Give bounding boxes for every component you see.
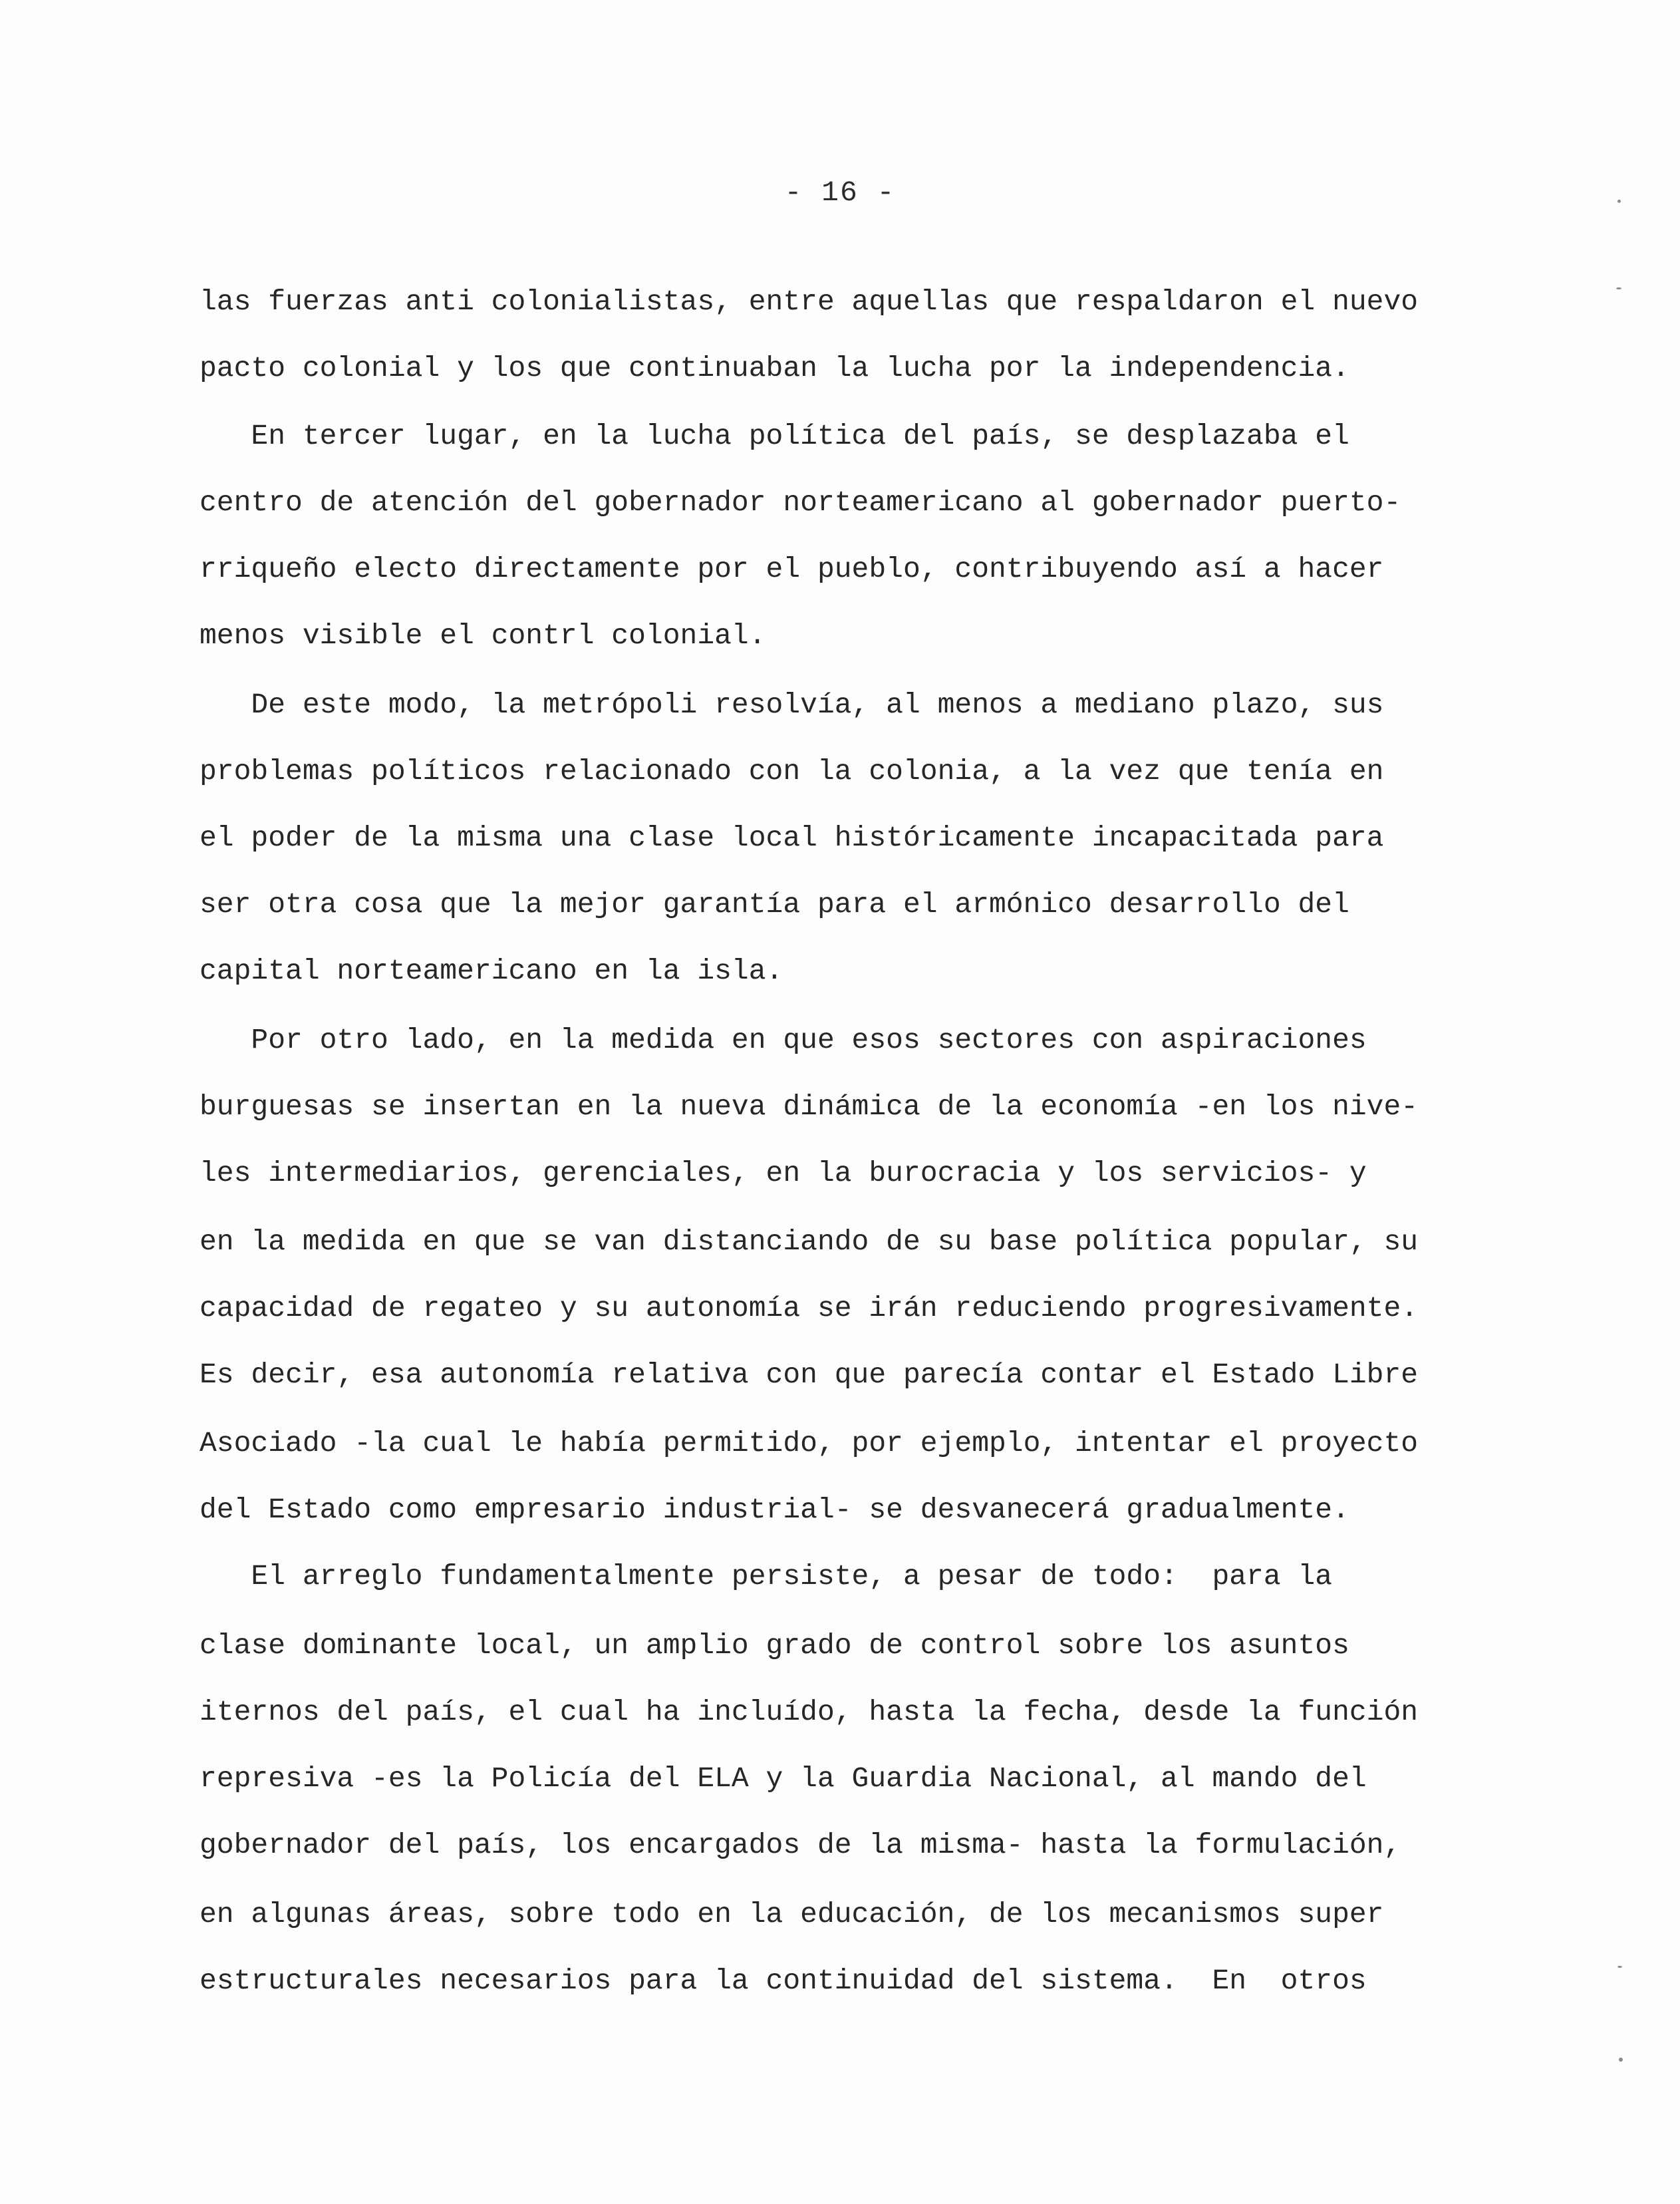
text-line: en la medida en que se van distanciando de su base política popular, su xyxy=(200,1225,1419,1258)
text-line: del Estado como empresario industrial- se desvanecerá gradualmente. xyxy=(200,1494,1349,1526)
text-line: Es decir, esa autonomía relativa con que parecía contar el Estado Libre xyxy=(200,1358,1419,1391)
text-line: Asociado -la cual le había permitido, por ejemplo, intentar el proyecto xyxy=(200,1427,1419,1460)
text-line: De este modo, la metrópoli resolvía, al menos a mediano plazo, sus xyxy=(200,689,1384,721)
page-number: - 16 - xyxy=(784,176,896,209)
text-line: capacidad de regateo y su autonomía se irán reduciendo progresivamente. xyxy=(200,1292,1419,1325)
text-line: clase dominante local, un amplio grado de control sobre los asuntos xyxy=(200,1629,1349,1662)
text-line: les intermediarios, gerenciales, en la burocracia y los servicios- y xyxy=(200,1157,1367,1189)
text-line: las fuerzas anti colonialistas, entre aquellas que respaldaron el nuevo xyxy=(200,285,1419,318)
text-line: estructurales necesarios para la continuidad del sistema. En otros xyxy=(200,1965,1367,1997)
text-line: En tercer lugar, en la lucha política del país, se desplazaba el xyxy=(200,420,1349,452)
text-line: menos visible el contrl colonial. xyxy=(200,619,766,652)
text-line: pacto colonial y los que continuaban la lucha por la independencia. xyxy=(200,352,1349,385)
scan-speck xyxy=(1619,2058,1623,2062)
text-line: rriqueño electo directamente por el pueblo, contribuyendo así a hacer xyxy=(200,553,1384,585)
text-line: capital norteamericano en la isla. xyxy=(200,955,783,987)
text-line: centro de atención del gobernador norteamericano al gobernador puerto- xyxy=(200,486,1401,519)
scan-speck xyxy=(1617,1966,1622,1968)
text-line: gobernador del país, los encargados de la misma- hasta la formulación, xyxy=(200,1829,1401,1861)
text-line: iternos del país, el cual ha incluído, hasta la fecha, desde la función xyxy=(200,1696,1419,1728)
text-line: represiva -es la Policía del ELA y la Guardia Nacional, al mando del xyxy=(200,1762,1367,1795)
text-line: ser otra cosa que la mejor garantía para el armónico desarrollo del xyxy=(200,888,1349,921)
text-line: problemas políticos relacionado con la colonia, a la vez que tenía en xyxy=(200,755,1384,788)
text-line: El arreglo fundamentalmente persiste, a pesar de todo: para la xyxy=(200,1560,1333,1593)
text-line: Por otro lado, en la medida en que esos sectores con aspiraciones xyxy=(200,1024,1367,1056)
text-line: burguesas se insertan en la nueva dinámica de la economía -en los nive- xyxy=(200,1090,1419,1123)
text-line: el poder de la misma una clase local históricamente incapacitada para xyxy=(200,822,1384,854)
scan-speck xyxy=(1617,200,1621,203)
scan-speck xyxy=(1616,287,1621,289)
text-line: en algunas áreas, sobre todo en la educación, de los mecanismos super xyxy=(200,1898,1384,1931)
